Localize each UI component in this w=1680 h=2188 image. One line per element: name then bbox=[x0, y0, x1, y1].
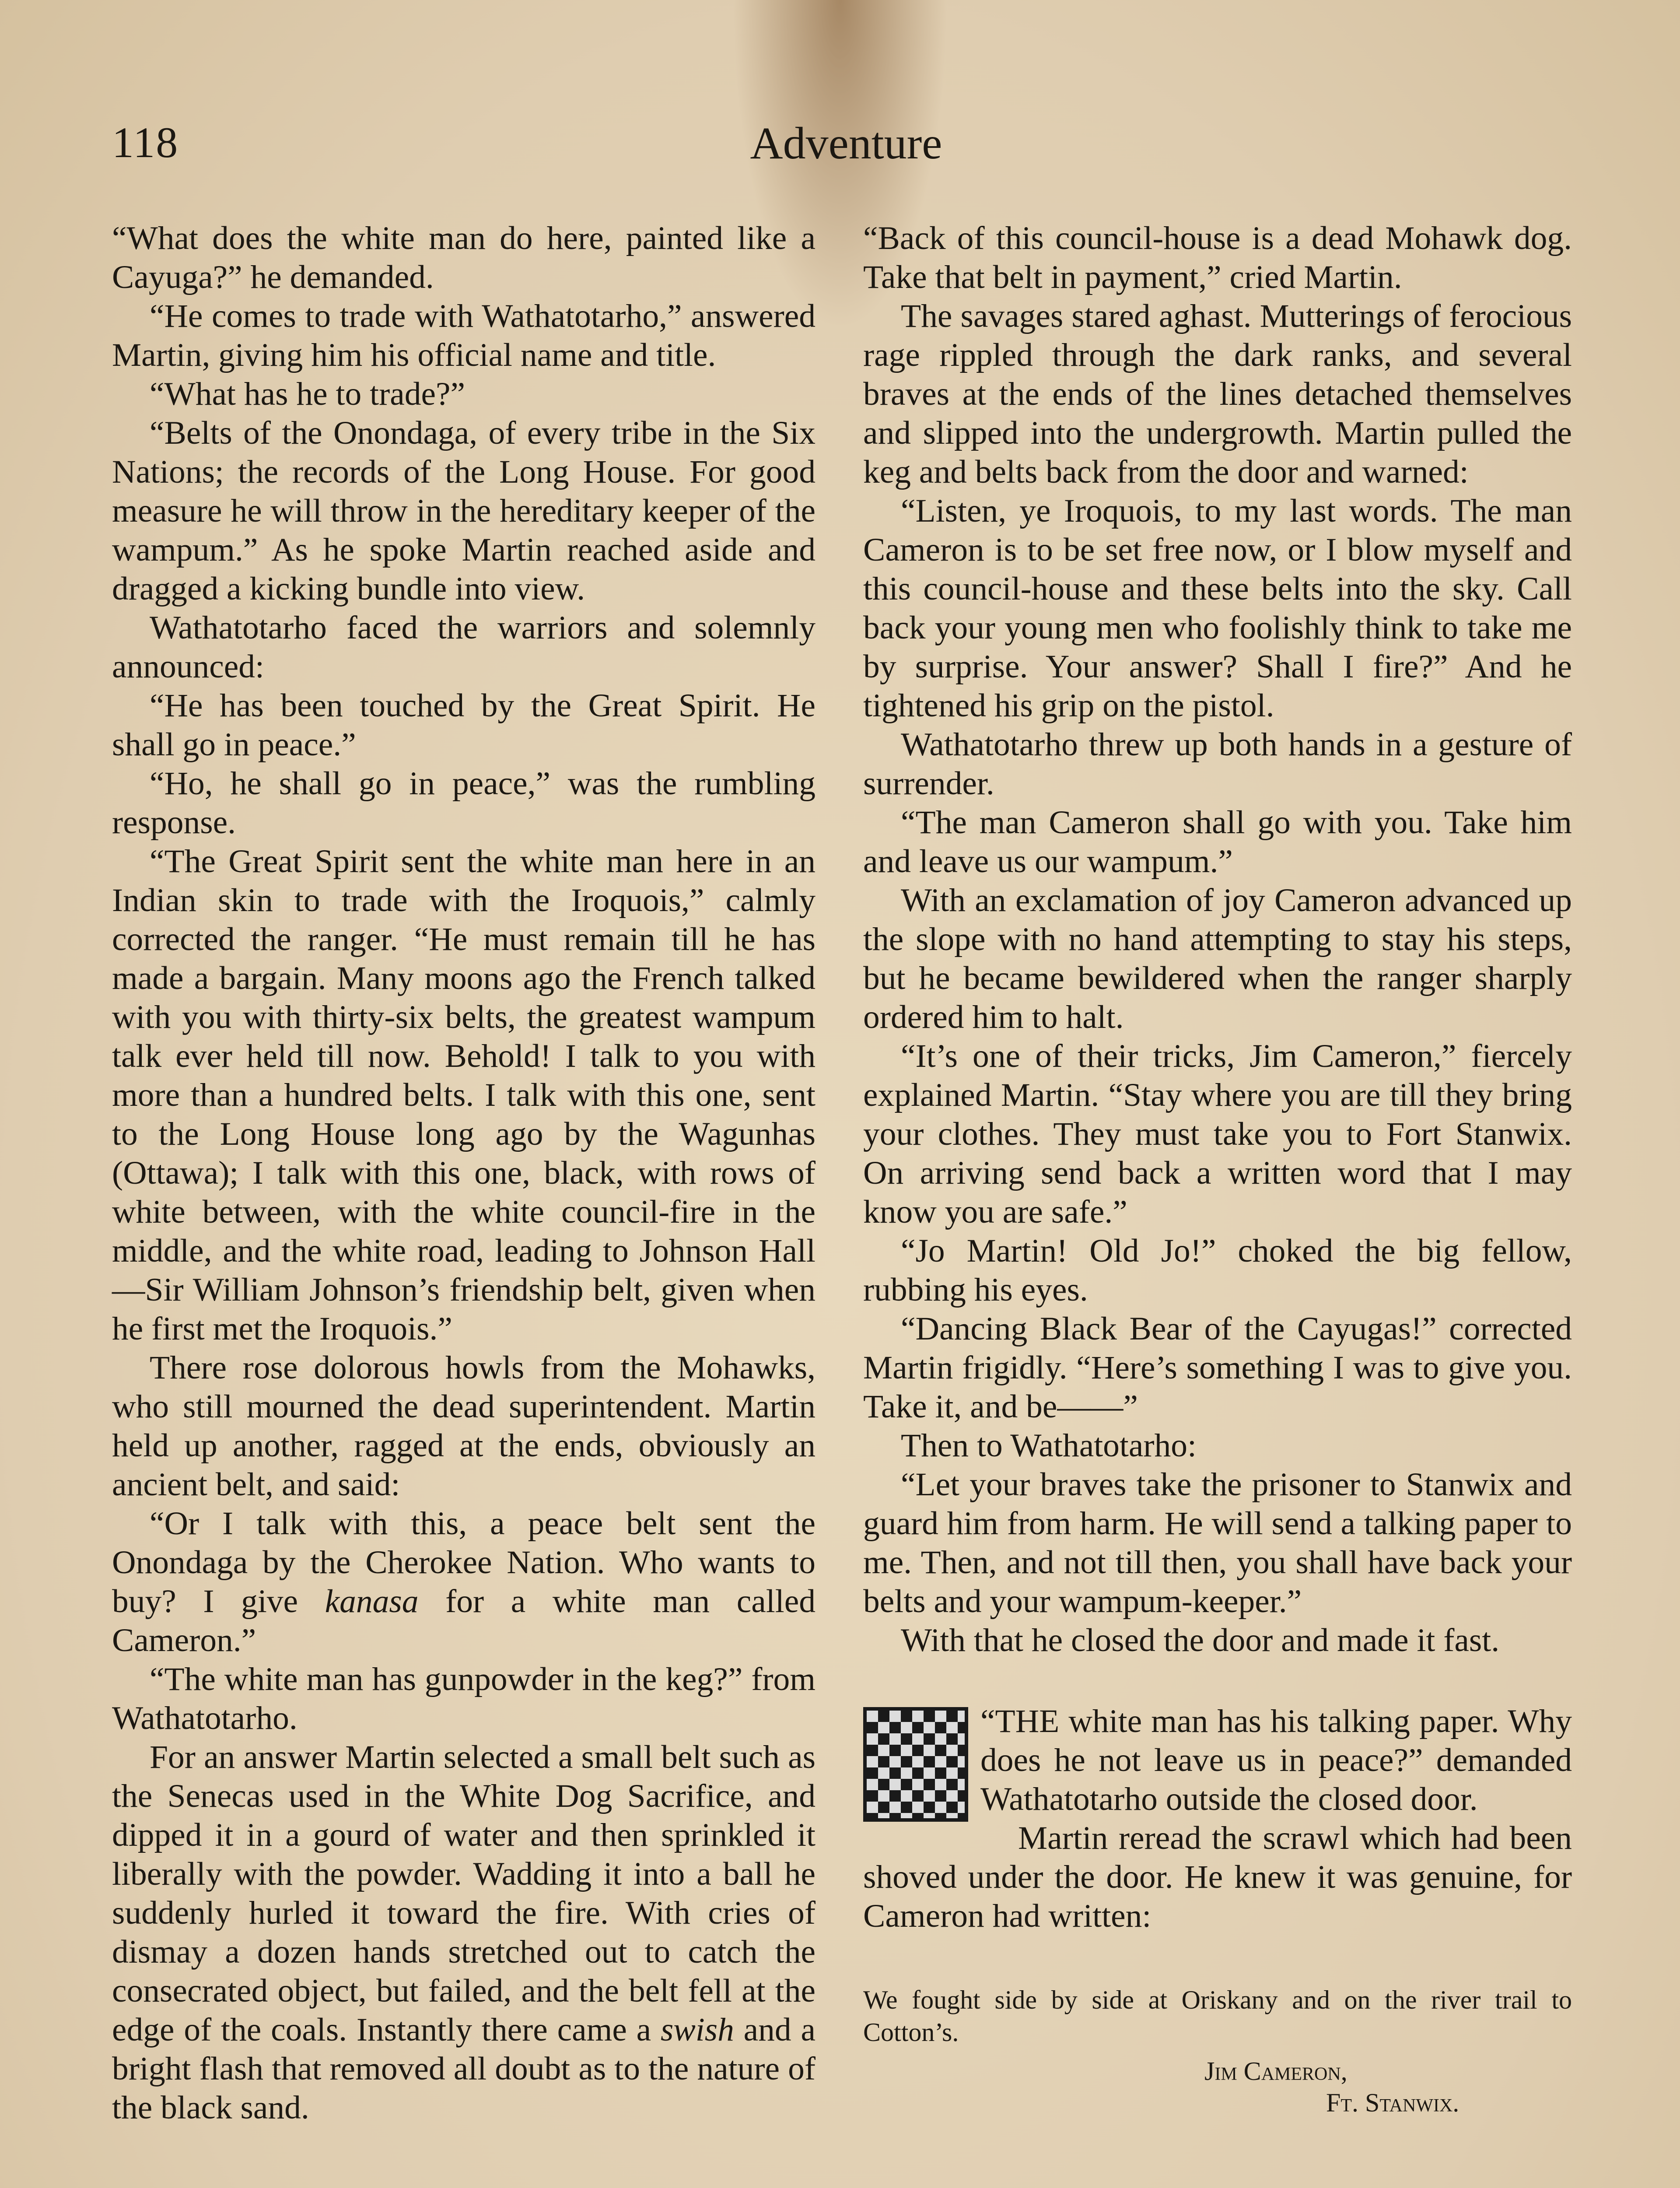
letter-text: We fought side by side at Oriskany and on the river trail to Cotton’s. bbox=[863, 1985, 1572, 2047]
signature-name: Jim Cameron, bbox=[1204, 2057, 1348, 2086]
italic-word: kanasa bbox=[325, 1583, 419, 1620]
paragraph: With an exclamation of joy Cameron advanced up the slope with no hand attempting to stay his steps, but he became bewildered when the ranger sharply ordered him to halt. bbox=[863, 882, 1572, 1035]
running-title: Adventure bbox=[750, 118, 942, 168]
right-column bbox=[863, 219, 1572, 2118]
paragraph: “Ho, he shall go in peace,” was the rumbling response. bbox=[112, 765, 816, 841]
paragraph: Then to Wathatotarho: bbox=[901, 1427, 1197, 1464]
paragraph-kanasa: “Or I talk with this, a peace belt sent the Onondaga by the Cherokee Nation. Who wants to buy? I give kanasa for a white man called Cameron.” bbox=[112, 1505, 816, 1659]
page-header bbox=[112, 117, 1580, 183]
paragraph: Martin reread the scrawl which had been shoved under the door. He knew it was genuine, for Cameron had written: bbox=[863, 1820, 1572, 1934]
paragraph: Wathatotarho threw up both hands in a gesture of surrender. bbox=[863, 726, 1572, 802]
paragraph: “Back of this council-house is a dead Mohawk dog. Take that belt in payment,” cried Martin. bbox=[863, 220, 1572, 295]
section-break bbox=[863, 1702, 1572, 1936]
paragraph: The savages stared aghast. Mutterings of ferocious rage rippled through the dark ranks, and several braves at the ends of the lines detached themselves and slipped into the undergrowth. Martin pulled the keg and belts back from the door and warned: bbox=[863, 298, 1572, 490]
paragraph: “It’s one of their tricks, Jim Cameron,” fiercely explained Martin. “Stay where you are till they bring your clothes. They must take you to Fort Stanwix. On arriving send back a written word that I may know you are safe.” bbox=[863, 1038, 1572, 1230]
italic-word: swish bbox=[661, 2012, 734, 2048]
page-number: 118 bbox=[112, 118, 179, 167]
paragraph: “Let your braves take the prisoner to Stanwix and guard him from harm. He will send a talking paper to me. Then, and not till then, you shall have back your belts and your wampum-keeper.” bbox=[863, 1466, 1572, 1620]
paragraph: “He has been touched by the Great Spirit. He shall go in peace.” bbox=[112, 687, 816, 763]
paragraph: “Jo Martin! Old Jo!” choked the big fellow, rubbing his eyes. bbox=[863, 1233, 1572, 1308]
paragraph: “What does the white man do here, painted like a Cayuga?” he demanded. bbox=[112, 220, 816, 295]
checkered-ornament-icon bbox=[863, 1707, 968, 1822]
paragraph: “Dancing Black Bear of the Cayugas!” corrected Martin frigidly. “Here’s something I was to give you. Take it, and be——” bbox=[863, 1311, 1572, 1425]
paragraph: With that he closed the door and made it fast. bbox=[901, 1622, 1500, 1659]
signature-place: Ft. Stanwix. bbox=[1326, 2088, 1460, 2117]
paragraph: “Belts of the Onondaga, of every tribe in the Six Nations; the records of the Long House. For good measure he will throw in the hereditary keeper of the wampum.” As he spoke Martin reached aside and dragged a kicking bundle into view. bbox=[112, 415, 816, 607]
paragraph: “THE white man has his talking paper. Why does he not leave us in peace?” demanded Wathatotarho outside the closed door. bbox=[980, 1703, 1572, 1817]
paragraph: “What has he to trade?” bbox=[150, 376, 466, 412]
paragraph-swish: For an answer Martin selected a small belt such as the Senecas used in the White Dog Sacrifice, and dipped it in a gourd of water and then sprinkled it liberally with the powder. Wadding it into a ball he suddenly hurled it toward the fire. With cries of dismay a dozen hands stretched out to catch the consecrated object, but failed, and the belt fell at the edge of the coals. Instantly there came a swish and a bright flash that removed all doubt as to the nature of the black sand. bbox=[112, 1739, 816, 2126]
paragraph: There rose dolorous howls from the Mohawks, who still mourned the dead superintendent. Martin held up another, ragged at the ends, obviously an ancient belt, and said: bbox=[112, 1350, 816, 1503]
paragraph: Wathatotarho faced the warriors and solemnly announced: bbox=[112, 610, 816, 685]
letter-signature bbox=[863, 2055, 1572, 2118]
paragraph: “The man Cameron shall go with you. Take him and leave us our wampum.” bbox=[863, 804, 1572, 880]
paragraph: “He comes to trade with Wathatotarho,” answered Martin, giving him his official name and title. bbox=[112, 298, 816, 373]
paragraph: “Listen, ye Iroquois, to my last words. The man Cameron is to be set free now, or I blow myself and this council-house and these belts into the sky. Call back your young men who foolishly think to take me by surprise. Your answer? Shall I fire?” And he tightened his grip on the pistol. bbox=[863, 493, 1572, 724]
paragraph: “The Great Spirit sent the white man here in an Indian skin to trade with the Iroquois,” calmly corrected the ranger. “He must remain till he has made a bargain. Many moons ago the French talked with you with thirty-six belts, the greatest wampum talk ever held till now. Behold! I talk to you with more than a hundred belts. I talk with this one, sent to the Long House long ago by the Wagunhas (Ottawa); I talk with this one, black, with rows of white between, with the white council-fire in the middle, and the white road, leading to Johnson Hall—Sir William Johnson’s friendship belt, given when he first met the Iroquois.” bbox=[112, 843, 816, 1347]
paragraph: “The white man has gunpowder in the keg?” from Wathatotarho. bbox=[112, 1661, 816, 1736]
left-column bbox=[112, 219, 816, 2127]
